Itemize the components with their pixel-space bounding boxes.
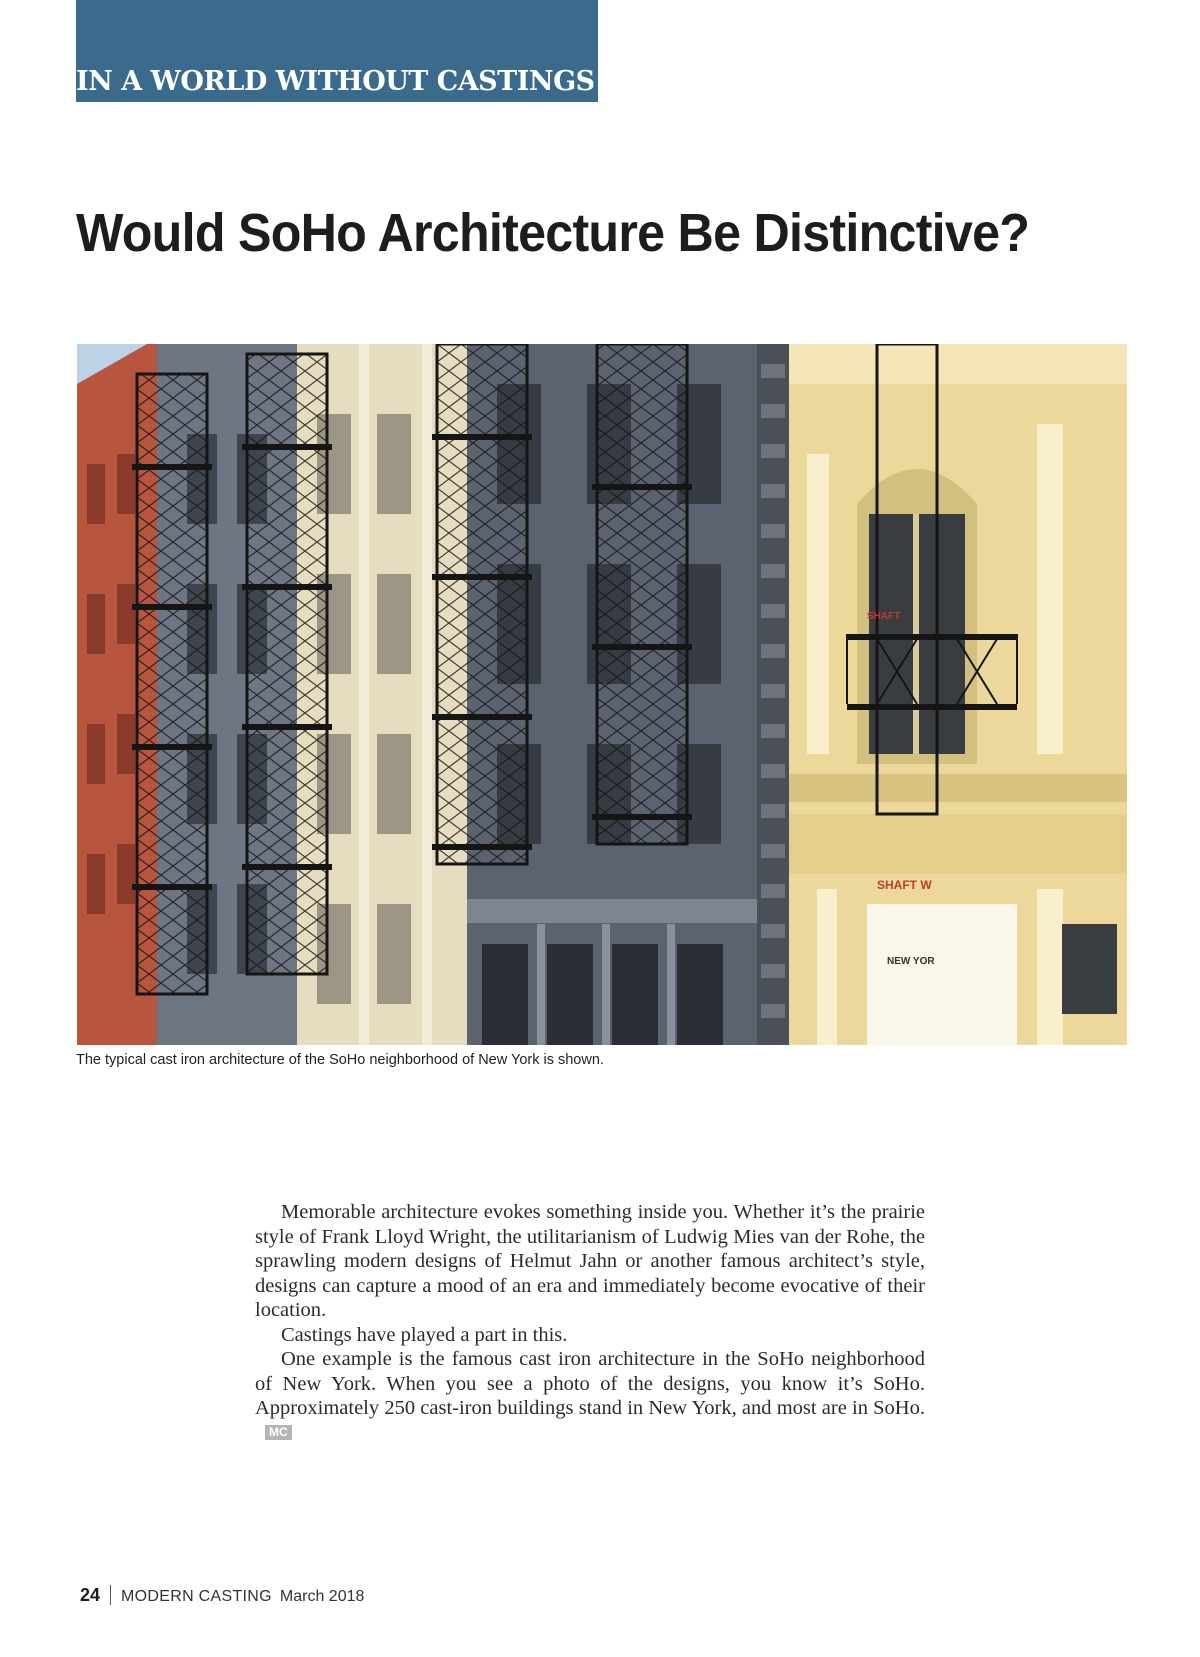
body-paragraph: Castings have played a part in this. xyxy=(281,1323,568,1346)
publication-name: MODERN CASTING xyxy=(121,1588,272,1605)
body-paragraph-last xyxy=(255,1347,925,1445)
page-footer xyxy=(80,1585,364,1606)
section-label: IN A WORLD WITHOUT CASTINGS xyxy=(76,66,595,97)
article-photo xyxy=(77,344,1127,1045)
shaft-sign-lower: SHAFT W xyxy=(877,878,932,892)
article-body xyxy=(255,1200,925,1445)
end-mark-icon: MC xyxy=(265,1425,292,1440)
shaft-sign-upper: SHAFT xyxy=(867,611,901,622)
page-number: 24 xyxy=(80,1585,101,1605)
footer-divider xyxy=(110,1585,111,1605)
article-headline: Would SoHo Architecture Be Distinctive? xyxy=(76,203,1030,263)
body-paragraph: Memorable architecture evokes something inside you. Whether it’s the prairie style of Frank Lloyd Wright, the utilitarianism of Ludwig Mies van der Rohe, the sprawling modern designs of Helmut Jahn or another famous architect’s style, designs can capture a mood of an era and immediately become evocative of their location. xyxy=(255,1201,925,1321)
body-paragraph-text: One example is the famous cast iron architecture in the SoHo neighborhood of New York. When you see a photo of the designs, you know it’s SoHo. Approximately 250 cast-iron buildings stand in New York, and most are in SoHo. xyxy=(255,1348,925,1419)
new-york-sign: NEW YOR xyxy=(887,956,935,967)
photo-caption: The typical cast iron architecture of the SoHo neighborhood of New York is shown. xyxy=(76,1052,604,1068)
issue-date: March 2018 xyxy=(279,1588,365,1605)
